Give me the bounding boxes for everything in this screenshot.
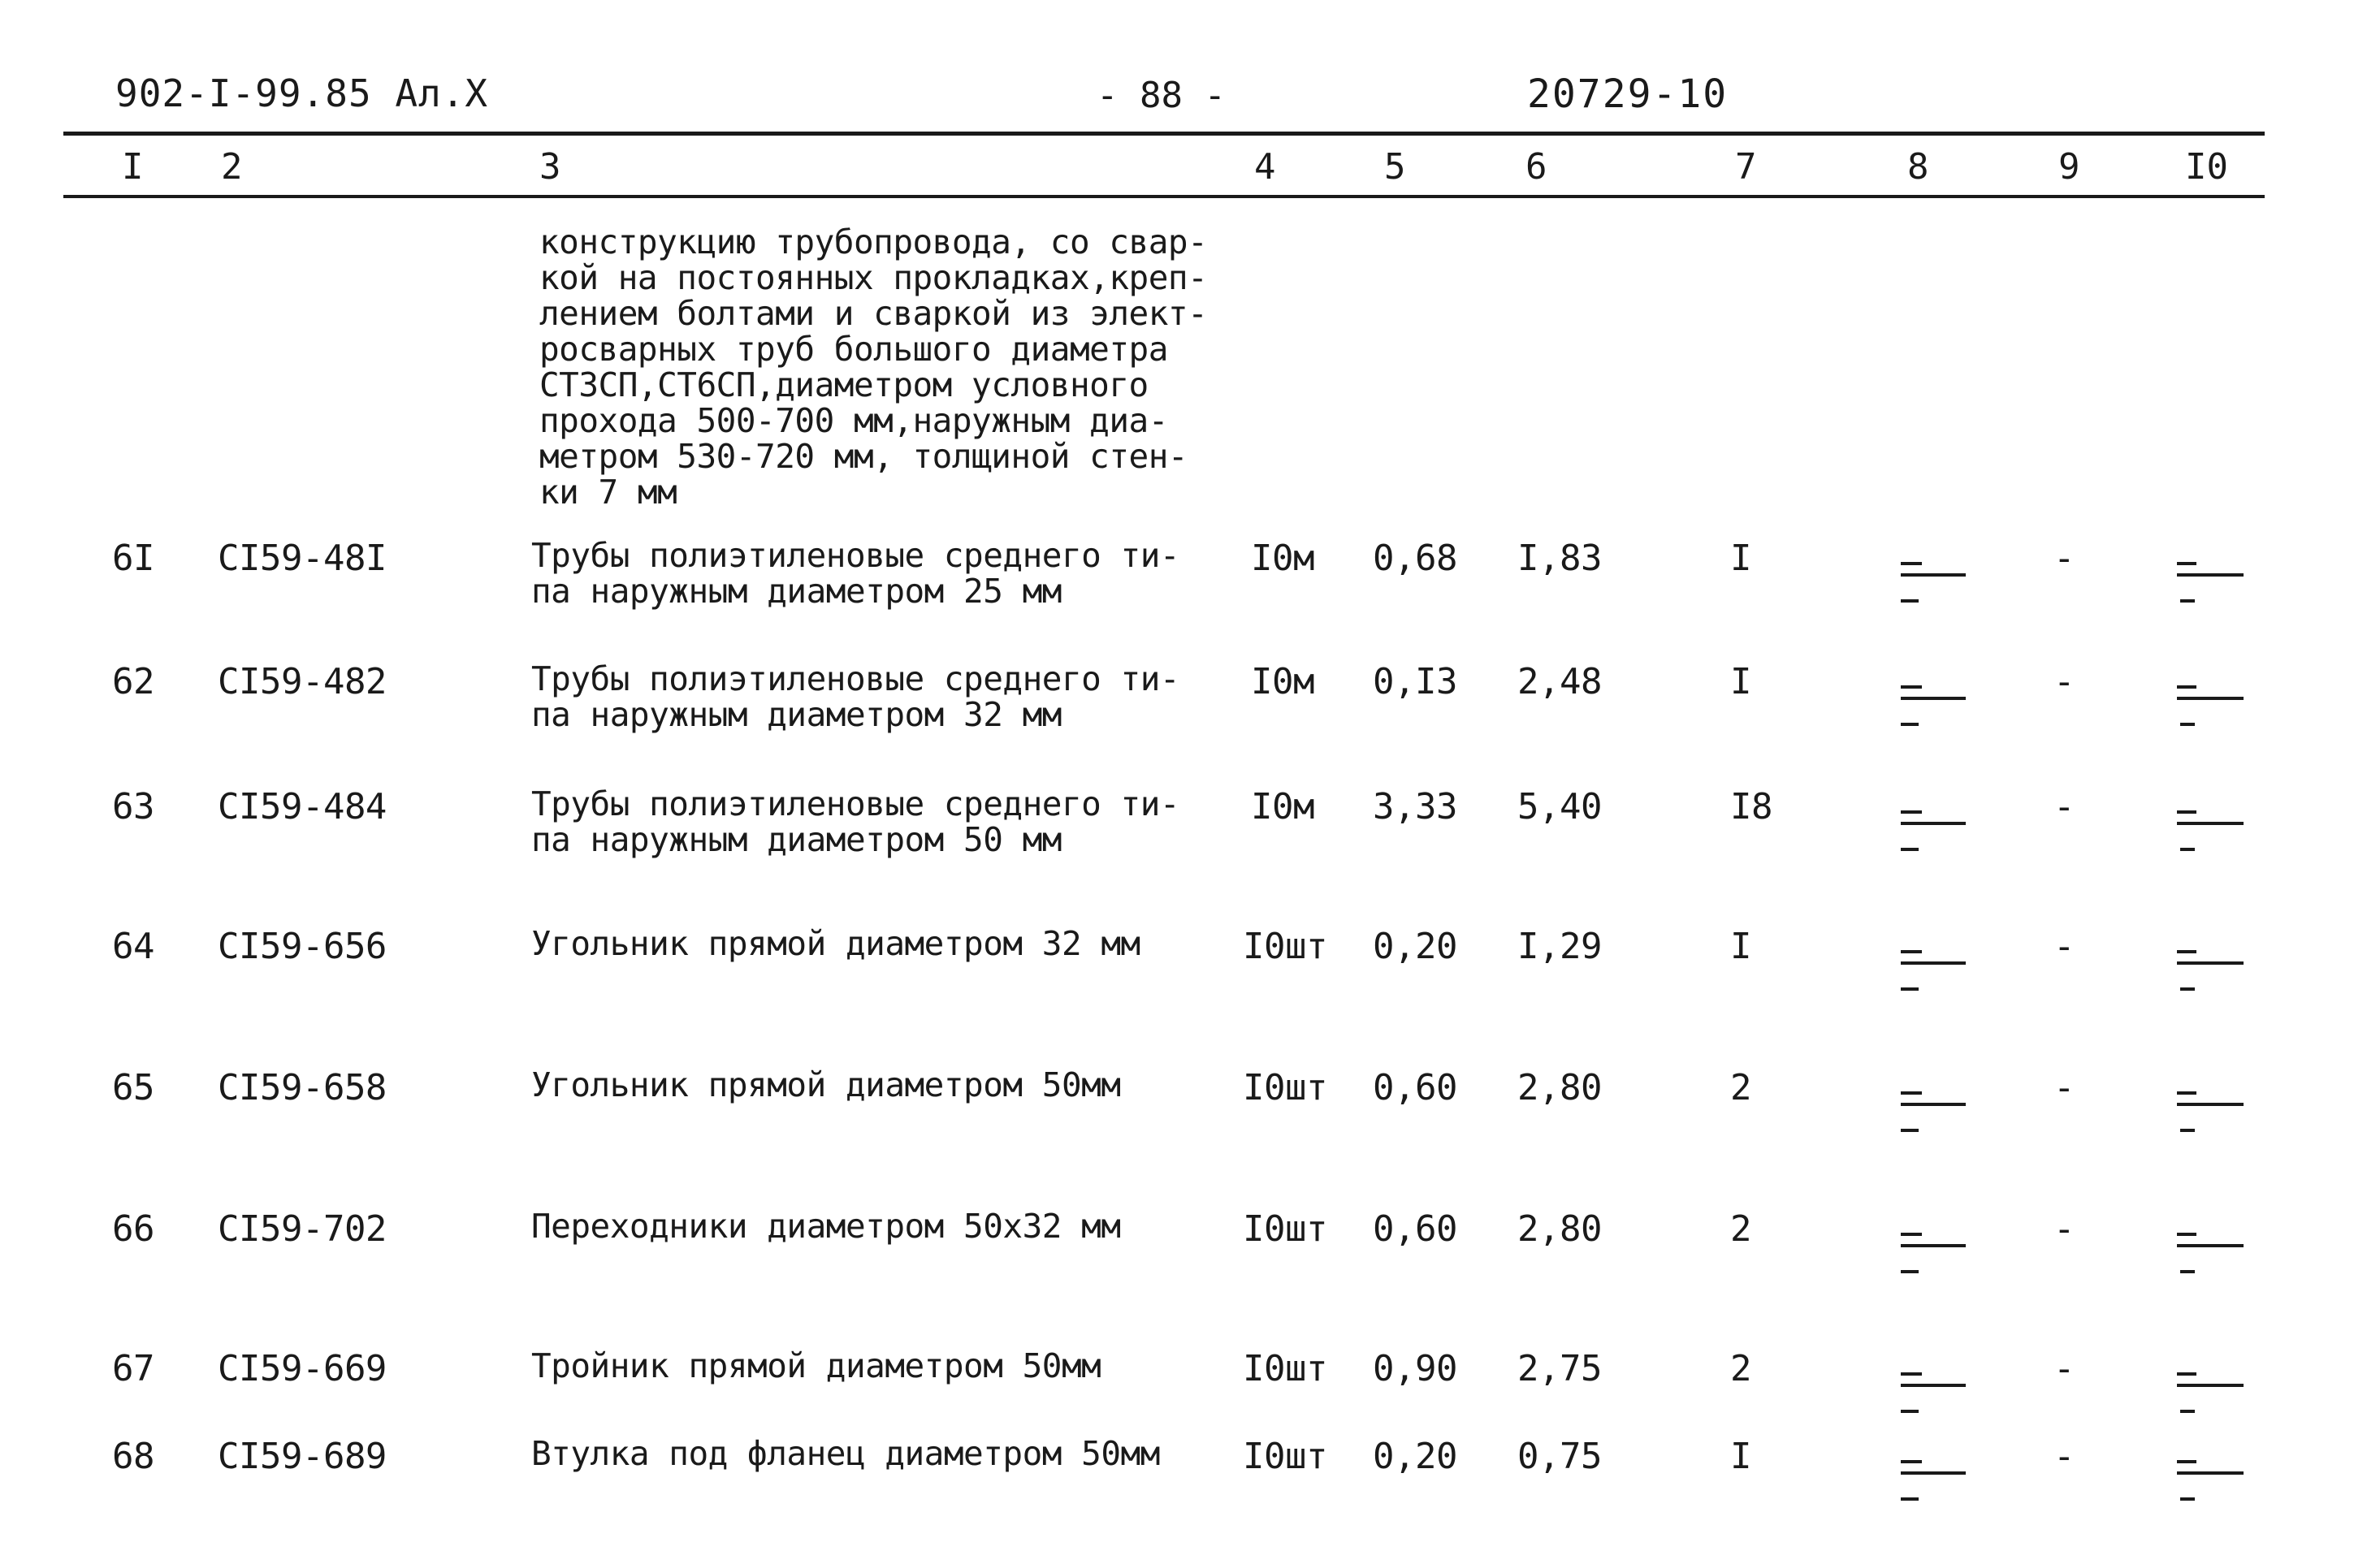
column-10-dash-mark [2177,822,2244,825]
row-number: 67 [112,1348,154,1389]
column-header-9: 9 [2058,146,2080,188]
row-value-9: - [2053,538,2075,579]
row-code: CI59-48I [218,538,387,579]
row-value-5: 0,60 [1373,1067,1457,1108]
row-value-5: 0,20 [1373,1436,1457,1477]
column-header-10: I0 [2185,146,2228,188]
row-description: Угольник прямой диаметром 50мм [531,1065,1121,1104]
row-value-9: - [2053,1208,2075,1250]
row-value-9: - [2053,926,2075,967]
row-code: CI59-658 [218,1067,387,1108]
row-code: CI59-669 [218,1348,387,1389]
archive-number: 20729-10 [1527,71,1729,117]
row-unit: I0шт [1243,1208,1327,1250]
column-10-dash-mark [2177,950,2196,953]
column-8-dash-mark [1901,1471,1966,1475]
row-code: CI59-689 [218,1436,387,1477]
row-unit: I0м [1251,786,1314,827]
column-10-dash-mark [2177,573,2244,577]
row-value-7: I [1730,926,1751,967]
row-number: 64 [112,926,154,967]
row-unit: I0шт [1243,1067,1327,1108]
row-unit: I0шт [1243,1436,1327,1477]
column-10-dash-mark [2177,1460,2196,1463]
column-10-dash-mark [2177,685,2196,689]
row-value-5: 0,I3 [1373,661,1457,702]
row-value-9: - [2053,786,2075,827]
column-10-dash-mark [2177,1471,2244,1475]
row-description: Тройник прямой диаметром 50мм [531,1346,1101,1385]
column-header-4: 4 [1254,146,1276,188]
column-8-dash-mark [1901,1129,1919,1132]
header-rule-bottom [63,195,2265,198]
column-8-dash-mark [1901,950,1922,953]
column-header-1: I [122,146,144,188]
row-description: Трубы полиэтиленовые среднего ти- па наружным диаметром 32 мм [531,659,1180,734]
row-description: Переходники диаметром 50х32 мм [531,1207,1121,1246]
column-8-dash-mark [1901,723,1919,726]
column-10-dash-mark [2180,1497,2195,1501]
column-10-dash-mark [2180,599,2195,603]
row-unit: I0шт [1243,1348,1327,1389]
column-10-dash-mark [2177,1372,2196,1376]
row-value-7: I [1730,661,1751,702]
column-8-dash-mark [1901,1233,1922,1236]
row-code: CI59-484 [218,786,387,827]
header-rule-top [63,132,2265,136]
column-8-dash-mark [1901,573,1966,577]
row-unit: I0шт [1243,926,1327,967]
column-10-dash-mark [2177,1244,2244,1247]
column-10-dash-mark [2177,810,2196,814]
row-value-6: 0,75 [1517,1436,1602,1477]
column-8-dash-mark [1901,1244,1966,1247]
row-description: Трубы полиэтиленовые среднего ти- па наружным диаметром 50 мм [531,784,1180,859]
column-8-dash-mark [1901,961,1966,965]
column-8-dash-mark [1901,1103,1966,1106]
column-8-dash-mark [1901,685,1922,689]
row-value-5: 0,60 [1373,1208,1457,1250]
column-10-dash-mark [2180,723,2195,726]
row-number: 62 [112,661,154,702]
row-value-7: 2 [1730,1208,1751,1250]
row-value-5: 0,90 [1373,1348,1457,1389]
row-code: CI59-702 [218,1208,387,1250]
row-value-6: 5,40 [1517,786,1602,827]
row-number: 6I [112,538,154,579]
column-8-dash-mark [1901,562,1922,565]
row-value-5: 3,33 [1373,786,1457,827]
row-value-9: - [2053,661,2075,702]
row-value-7: I [1730,1436,1751,1477]
row-value-5: 0,68 [1373,538,1457,579]
column-8-dash-mark [1901,697,1966,700]
column-8-dash-mark [1901,1091,1922,1095]
row-code: CI59-482 [218,661,387,702]
column-10-dash-mark [2180,987,2195,991]
page-number: - 88 - [1097,75,1226,116]
column-10-dash-mark [2177,961,2244,965]
row-value-7: I [1730,538,1751,579]
row-value-9: - [2053,1348,2075,1389]
column-8-dash-mark [1901,1372,1922,1376]
column-8-dash-mark [1901,1384,1966,1387]
column-10-dash-mark [2177,562,2196,565]
column-header-6: 6 [1525,146,1547,188]
row-description: Втулка под фланец диаметром 50мм [531,1434,1160,1473]
column-8-dash-mark [1901,810,1922,814]
row-value-7: 2 [1730,1067,1751,1108]
row-value-6: 2,80 [1517,1067,1602,1108]
row-value-9: - [2053,1436,2075,1477]
column-10-dash-mark [2177,697,2244,700]
row-value-7: I8 [1730,786,1772,827]
column-8-dash-mark [1901,1410,1919,1413]
row-description: Трубы полиэтиленовые среднего ти- па наружным диаметром 25 мм [531,536,1180,611]
row-value-6: 2,75 [1517,1348,1602,1389]
column-10-dash-mark [2177,1103,2244,1106]
row-number: 68 [112,1436,154,1477]
row-unit: I0м [1251,661,1314,702]
row-number: 66 [112,1208,154,1250]
column-header-8: 8 [1907,146,1929,188]
column-10-dash-mark [2177,1091,2196,1095]
column-header-2: 2 [221,146,243,188]
row-value-6: I,83 [1517,538,1602,579]
column-8-dash-mark [1901,822,1966,825]
row-value-6: 2,80 [1517,1208,1602,1250]
column-header-3: 3 [539,146,561,188]
column-8-dash-mark [1901,1497,1919,1501]
column-10-dash-mark [2180,848,2195,851]
column-10-dash-mark [2180,1270,2195,1273]
row-number: 63 [112,786,154,827]
column-10-dash-mark [2180,1410,2195,1413]
row-value-5: 0,20 [1373,926,1457,967]
row-unit: I0м [1251,538,1314,579]
row-description: Угольник прямой диаметром 32 мм [531,924,1140,963]
column-10-dash-mark [2177,1384,2244,1387]
column-header-5: 5 [1384,146,1406,188]
row-value-9: - [2053,1067,2075,1108]
column-8-dash-mark [1901,1270,1919,1273]
row-value-7: 2 [1730,1348,1751,1389]
column-8-dash-mark [1901,599,1919,603]
row-value-6: I,29 [1517,926,1602,967]
column-8-dash-mark [1901,1460,1922,1463]
continuation-text: конструкцию трубопровода, со свар- кой на постоянных прокладках,креп- лением болтами и сваркой из элект- росварных труб большого диаметра СТ3СП,СТ6СП,диаметром условного прохода 500-700 мм,наружным диа- метром 530-720 мм, толщиной стен- ки 7 мм [539,223,1208,512]
column-10-dash-mark [2180,1129,2195,1132]
column-8-dash-mark [1901,987,1919,991]
row-value-6: 2,48 [1517,661,1602,702]
column-8-dash-mark [1901,848,1919,851]
document-code: 902-I-99.85 Ал.Х [115,71,489,115]
row-code: CI59-656 [218,926,387,967]
row-number: 65 [112,1067,154,1108]
column-10-dash-mark [2177,1233,2196,1236]
column-header-7: 7 [1735,146,1757,188]
